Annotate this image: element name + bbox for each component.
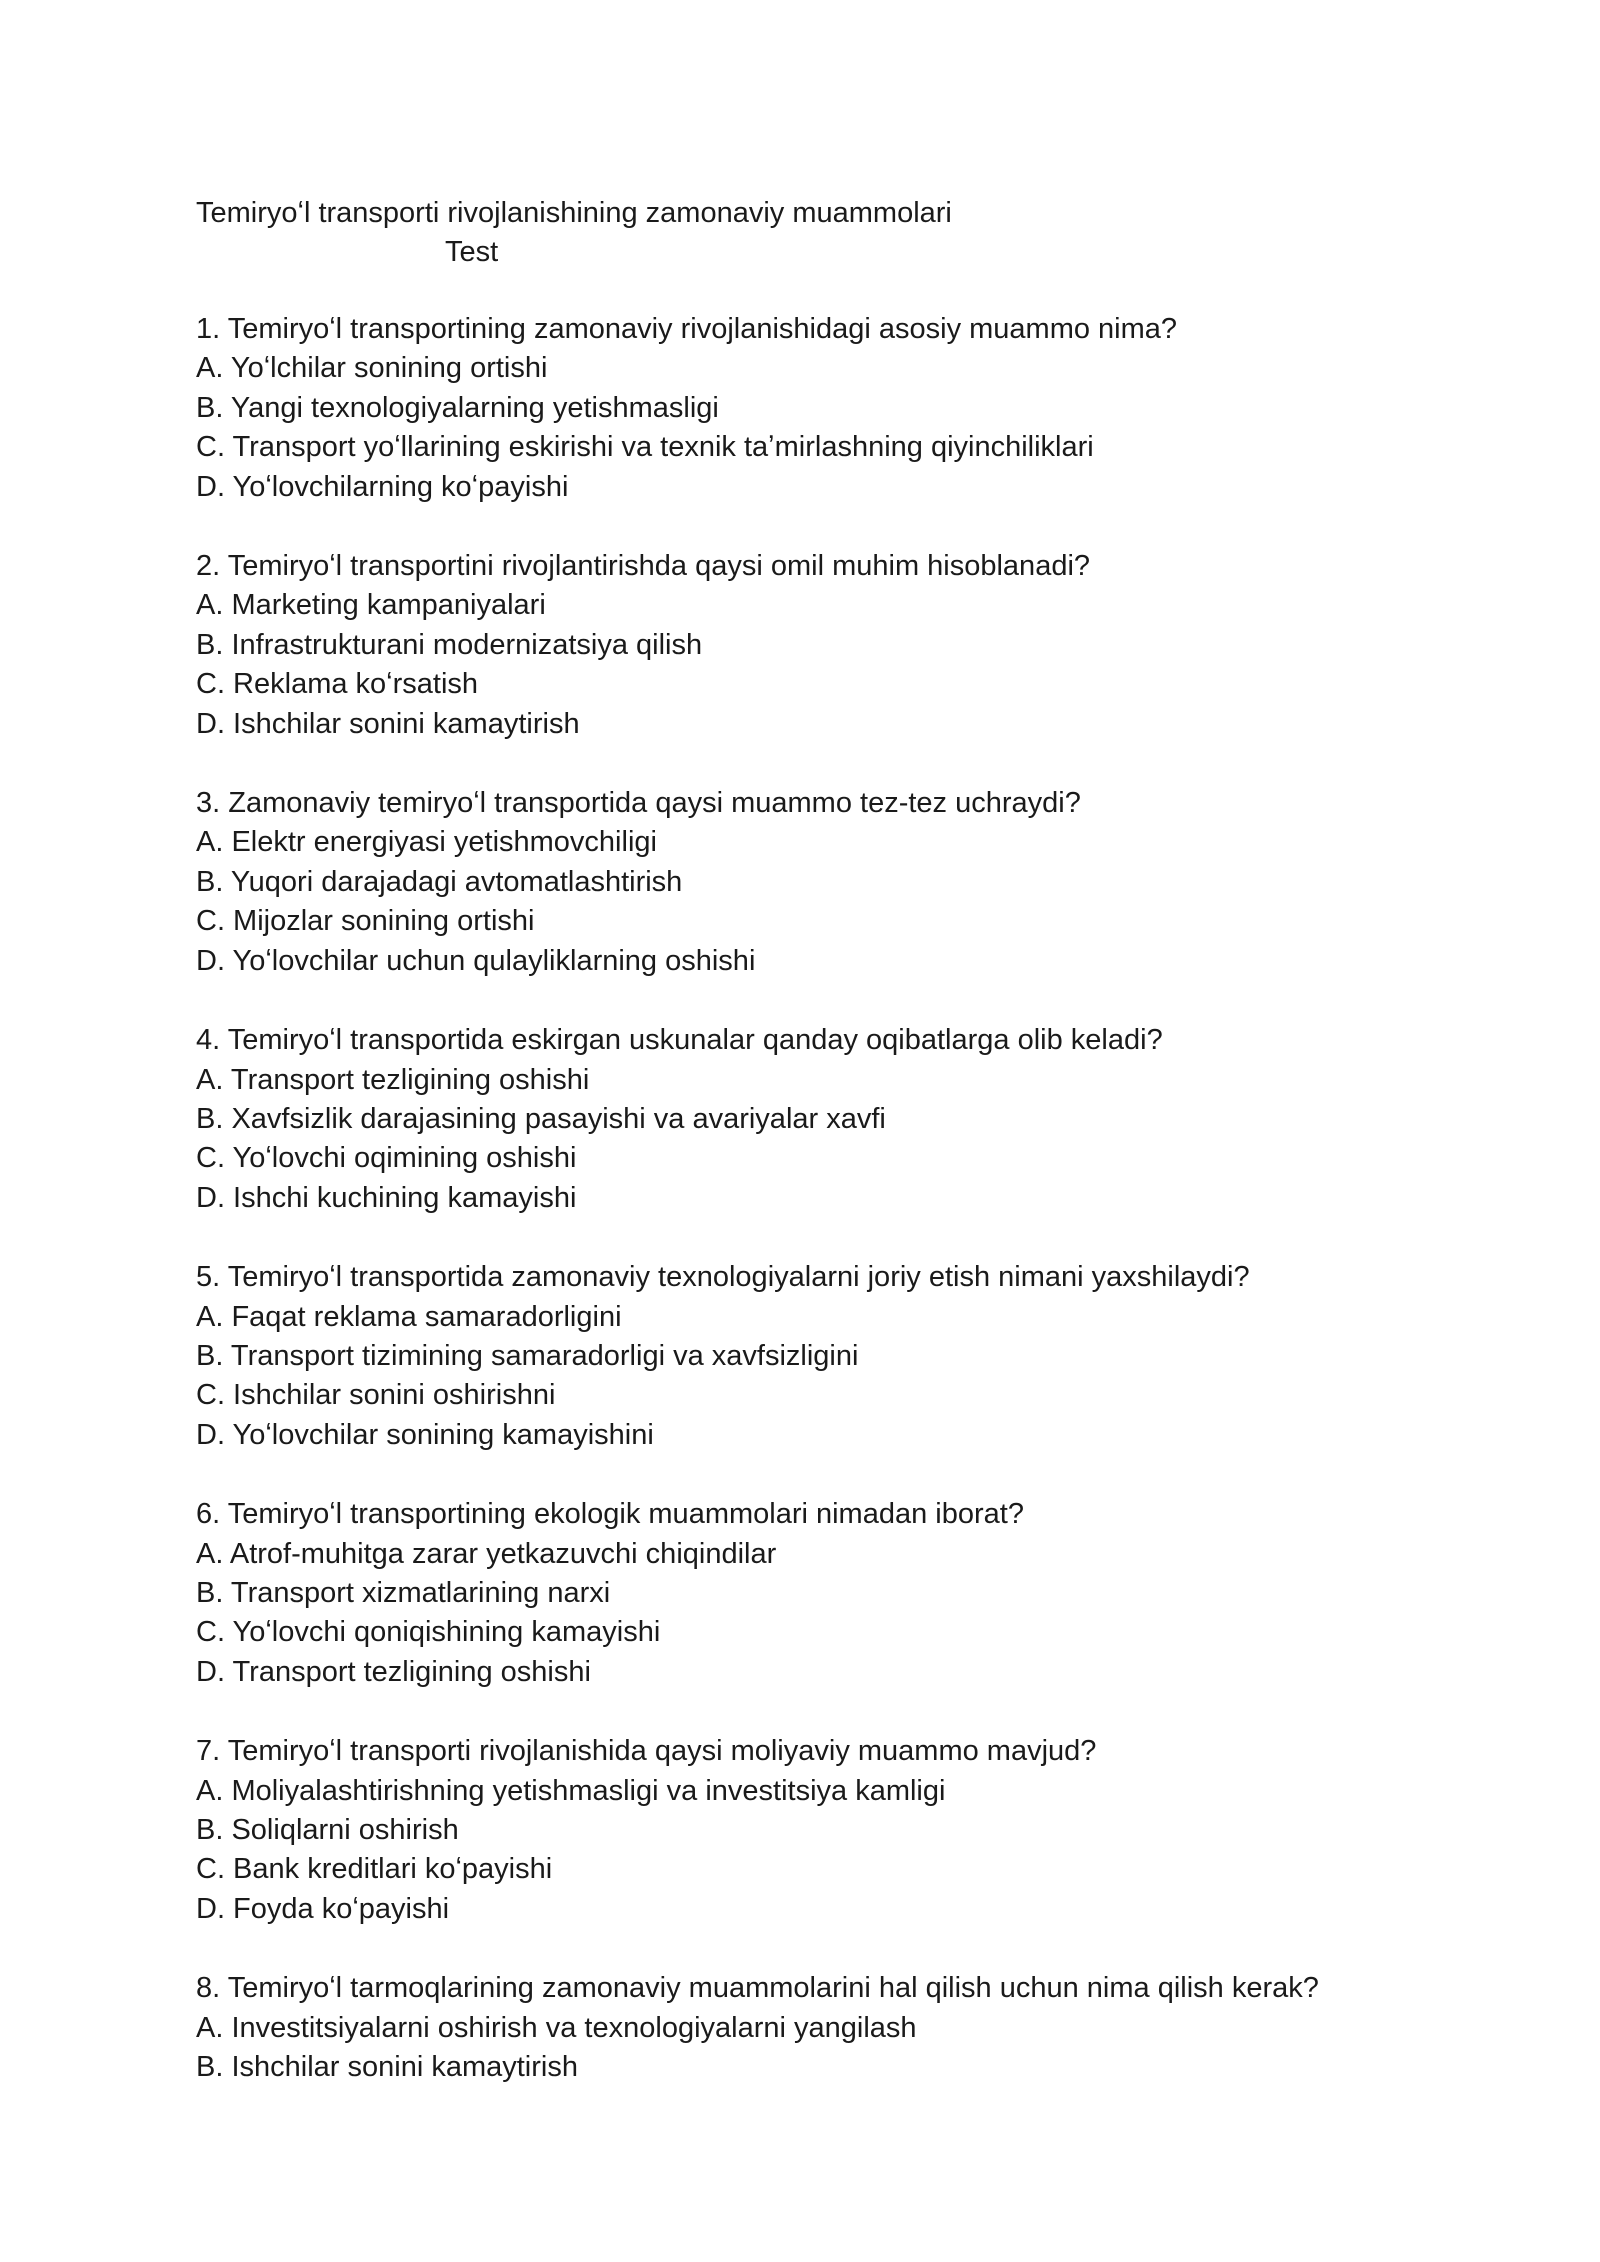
answer-option: C. Ishchilar sonini oshirishni	[196, 1379, 556, 1412]
answer-option: A. Atrof-muhitga zarar yetkazuvchi chiqindilar	[196, 1537, 777, 1570]
question-block	[196, 1258, 1496, 1455]
answer-option: A. Faqat reklama samaradorligini	[196, 1300, 622, 1333]
answer-option: A. Marketing kampaniyalari	[196, 589, 546, 622]
answer-option: D. Transport tezligining oshishi	[196, 1655, 591, 1688]
answer-option: C. Yoʻlovchi qoniqishining kamayishi	[196, 1616, 661, 1649]
question-text: 2. Temiryoʻl transportini rivojlantirishda qaysi omil muhim hisoblanadi?	[196, 550, 1091, 583]
question-text: 6. Temiryoʻl transportining ekologik muammolari nimadan iborat?	[196, 1498, 1024, 1531]
answer-option: D. Yoʻlovchilar sonining kamayishini	[196, 1418, 654, 1451]
answer-option: B. Xavfsizlik darajasining pasayishi va avariyalar xavfi	[196, 1102, 886, 1135]
answer-option: A. Elektr energiyasi yetishmovchiligi	[196, 826, 657, 859]
document-title: Temiryoʻl transporti rivojlanishining zamonaviy muammolari	[196, 197, 952, 229]
answer-option: C. Transport yoʻllarining eskirishi va texnik taʼmirlashning qiyinchiliklari	[196, 431, 1094, 464]
answer-option: B. Ishchilar sonini kamaytirish	[196, 2051, 578, 2084]
answer-option: D. Yoʻlovchilar uchun qulayliklarning oshishi	[196, 944, 756, 977]
question-text: 8. Temiryoʻl tarmoqlarining zamonaviy muammolarini hal qilish uchun nima qilish kerak?	[196, 1972, 1319, 2005]
answer-option: D. Yoʻlovchilarning koʻpayishi	[196, 470, 569, 503]
question-block	[196, 784, 1496, 981]
answer-option: A. Moliyalashtirishning yetishmasligi va investitsiya kamligi	[196, 1774, 946, 1807]
answer-option: C. Mijozlar sonining ortishi	[196, 905, 535, 938]
question-block	[196, 1732, 1496, 1929]
question-list	[196, 310, 1496, 2127]
answer-option: C. Yoʻlovchi oqimining oshishi	[196, 1142, 577, 1175]
answer-option: D. Ishchilar sonini kamaytirish	[196, 707, 580, 740]
answer-option: C. Reklama koʻrsatish	[196, 668, 479, 701]
question-block	[196, 310, 1496, 507]
answer-option: B. Transport xizmatlarining narxi	[196, 1576, 611, 1609]
answer-option: D. Ishchi kuchining kamayishi	[196, 1181, 577, 1214]
answer-option: A. Investitsiyalarni oshirish va texnologiyalarni yangilash	[196, 2011, 917, 2044]
question-block	[196, 1021, 1496, 1218]
question-text: 4. Temiryoʻl transportida eskirgan uskunalar qanday oqibatlarga olib keladi?	[196, 1024, 1163, 1057]
question-text: 7. Temiryoʻl transporti rivojlanishida qaysi moliyaviy muammo mavjud?	[196, 1735, 1097, 1768]
answer-option: A. Yoʻlchilar sonining ortishi	[196, 352, 548, 385]
question-block	[196, 547, 1496, 744]
answer-option: D. Foyda koʻpayishi	[196, 1892, 450, 1925]
question-text: 5. Temiryoʻl transportida zamonaviy texnologiyalarni joriy etish nimani yaxshilaydi?	[196, 1261, 1250, 1294]
answer-option: B. Transport tizimining samaradorligi va xavfsizligini	[196, 1339, 859, 1372]
answer-option: B. Yangi texnologiyalarning yetishmasligi	[196, 391, 719, 424]
answer-option: B. Soliqlarni oshirish	[196, 1814, 459, 1846]
answer-option: B. Yuqori darajadagi avtomatlashtirish	[196, 865, 683, 898]
question-text: 1. Temiryoʻl transportining zamonaviy rivojlanishidagi asosiy muammo nima?	[196, 313, 1178, 345]
answer-option: A. Transport tezligining oshishi	[196, 1063, 590, 1096]
document-subtitle: Test	[445, 236, 499, 268]
question-text: 3. Zamonaviy temiryoʻl transportida qaysi muammo tez-tez uchraydi?	[196, 787, 1081, 820]
question-block	[196, 1969, 1496, 2087]
answer-option: C. Bank kreditlari koʻpayishi	[196, 1853, 553, 1886]
answer-option: B. Infrastrukturani modernizatsiya qilish	[196, 628, 703, 661]
question-block	[196, 1495, 1496, 1692]
